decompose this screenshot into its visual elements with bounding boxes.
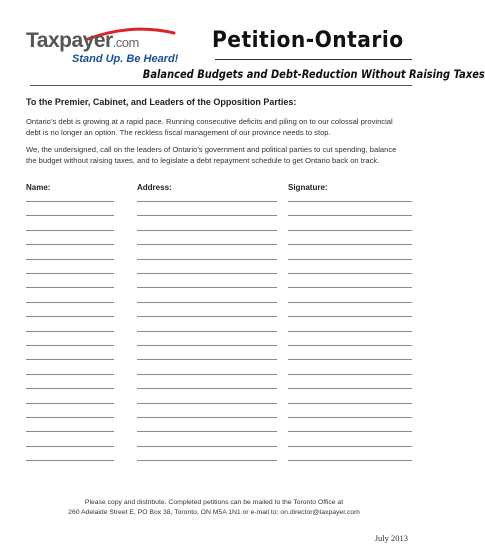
- address-line[interactable]: [137, 431, 277, 432]
- column-label-signature: Signature:: [288, 183, 328, 192]
- address-line[interactable]: [137, 388, 277, 389]
- signature-line[interactable]: [288, 446, 412, 447]
- name-line[interactable]: [26, 316, 114, 317]
- name-line[interactable]: [26, 388, 114, 389]
- name-line[interactable]: [26, 331, 114, 332]
- name-line[interactable]: [26, 273, 114, 274]
- signature-line[interactable]: [288, 287, 412, 288]
- address-line[interactable]: [137, 374, 277, 375]
- name-line[interactable]: [26, 374, 114, 375]
- logo-com: .com: [112, 35, 139, 50]
- address-line[interactable]: [137, 244, 277, 245]
- address-line[interactable]: [137, 287, 277, 288]
- signature-line[interactable]: [288, 431, 412, 432]
- address-line[interactable]: [137, 201, 277, 202]
- address-line[interactable]: [137, 215, 277, 216]
- name-line[interactable]: [26, 417, 114, 418]
- signature-line[interactable]: [288, 388, 412, 389]
- signature-line[interactable]: [288, 230, 412, 231]
- name-line[interactable]: [26, 359, 114, 360]
- address-line[interactable]: [137, 359, 277, 360]
- signature-line[interactable]: [288, 259, 412, 260]
- name-line[interactable]: [26, 287, 114, 288]
- signature-line[interactable]: [288, 417, 412, 418]
- column-label-address: Address:: [137, 183, 172, 192]
- address-line[interactable]: [137, 316, 277, 317]
- address-line[interactable]: [137, 446, 277, 447]
- signature-line[interactable]: [288, 244, 412, 245]
- address-line[interactable]: [137, 302, 277, 303]
- column-label-name: Name:: [26, 183, 51, 192]
- page-subtitle: Balanced Budgets and Debt-Reduction Without Raising Taxes: [142, 67, 485, 81]
- signature-line[interactable]: [288, 201, 412, 202]
- signature-line[interactable]: [288, 215, 412, 216]
- logo-tax: Tax: [26, 29, 60, 52]
- signature-line[interactable]: [288, 374, 412, 375]
- address-line[interactable]: [137, 345, 277, 346]
- signature-line[interactable]: [288, 359, 412, 360]
- name-line[interactable]: [26, 244, 114, 245]
- signature-line[interactable]: [288, 345, 412, 346]
- address-line[interactable]: [137, 273, 277, 274]
- address-line[interactable]: [137, 230, 277, 231]
- signature-line[interactable]: [288, 273, 412, 274]
- name-line[interactable]: [26, 403, 114, 404]
- signature-line[interactable]: [288, 331, 412, 332]
- name-line[interactable]: [26, 345, 114, 346]
- footer-line-1: Please copy and distribute. Completed petitions can be mailed to the Toronto Office at: [84, 499, 344, 506]
- footer-instructions: [40, 498, 388, 517]
- name-line[interactable]: [26, 201, 114, 202]
- name-line[interactable]: [26, 431, 114, 432]
- address-line[interactable]: [137, 417, 277, 418]
- name-line[interactable]: [26, 302, 114, 303]
- logo-tagline: Stand Up. Be Heard!: [72, 53, 179, 65]
- address-line[interactable]: [137, 403, 277, 404]
- signature-line[interactable]: [288, 302, 412, 303]
- signature-line[interactable]: [288, 403, 412, 404]
- address-line[interactable]: [137, 331, 277, 332]
- signature-line[interactable]: [288, 316, 412, 317]
- petition-paragraph-1: Ontario’s debt is growing at a rapid pace. Running consecutive deficits and piling on to our colossal provincial debt is no longer an option. The reckless fiscal management of our province needs to stop.: [26, 117, 393, 137]
- logo-payer: payer: [59, 29, 113, 52]
- footer-line-2: 260 Adelaide Street E, PO Box 38, Toronto, ON M5A 1N1 or e-mail to: on.director@taxpayer.com: [68, 508, 360, 516]
- address-line[interactable]: [137, 259, 277, 260]
- addressee-heading: To the Premier, Cabinet, and Leaders of the Opposition Parties:: [26, 97, 297, 107]
- address-line[interactable]: [137, 460, 277, 461]
- name-line[interactable]: [26, 259, 114, 260]
- name-line[interactable]: [26, 215, 114, 216]
- name-line[interactable]: [26, 230, 114, 231]
- petition-date: July 2013: [374, 533, 408, 543]
- petition-paragraph-2: We, the undersigned, call on the leaders of Ontario’s government and political parties to cut spending, balance the budget without raising taxes, and to legislate a debt repayment schedule to get Ontario back on track.: [26, 145, 397, 165]
- name-line[interactable]: [26, 460, 114, 461]
- signature-line[interactable]: [288, 460, 412, 461]
- name-line[interactable]: [26, 446, 114, 447]
- page-title: Petition-Ontario: [212, 28, 404, 53]
